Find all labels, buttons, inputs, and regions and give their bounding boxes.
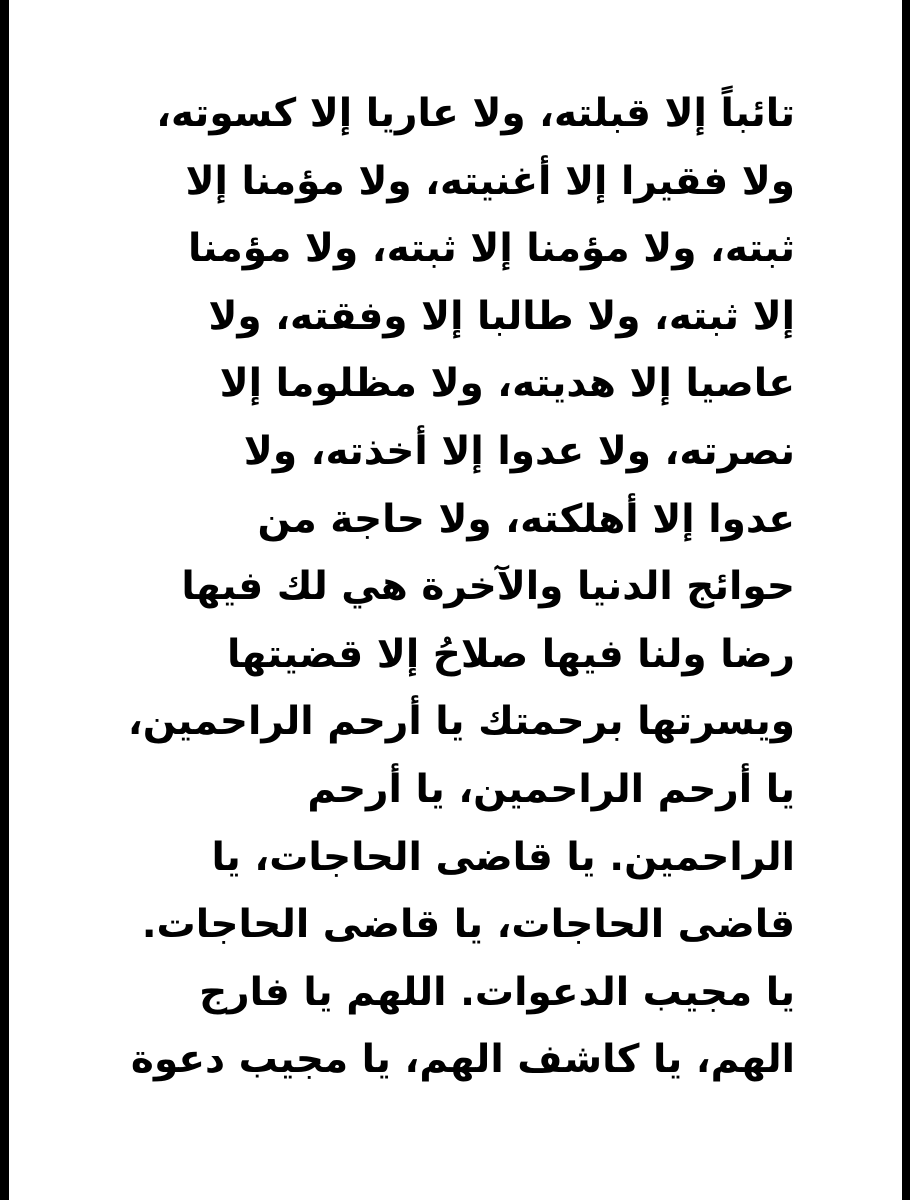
text-line: ويسرتها برحمتك يا أرحم الراحمين، bbox=[127, 699, 795, 745]
text-line: رضا ولنا فيها صلاحُ إلا قضيتها bbox=[227, 631, 795, 677]
left-edge-border bbox=[0, 0, 9, 1200]
text-line: نصرته، ولا عدوا إلا أخذته، ولا bbox=[243, 428, 795, 474]
text-line: الراحمين. يا قاضى الحاجات، يا bbox=[211, 834, 795, 880]
text-line: ثبته، ولا مؤمنا إلا ثبته، ولا مؤمنا bbox=[188, 226, 795, 272]
document-page bbox=[9, 0, 902, 1200]
text-line: عاصيا إلا هديته، ولا مظلوما إلا bbox=[219, 361, 795, 407]
document-text bbox=[105, 80, 795, 1094]
text-line: تائباً إلا قبلته، ولا عاريا إلا كسوته، bbox=[156, 91, 795, 136]
text-line: إلا ثبته، ولا طالبا إلا وفقته، ولا bbox=[208, 293, 795, 339]
text-line: قاضى الحاجات، يا قاضى الحاجات. bbox=[141, 902, 795, 948]
text-line: عدوا إلا أهلكته، ولا حاجة من bbox=[257, 496, 795, 542]
text-line: الهم، يا كاشف الهم، يا مجيب دعوة bbox=[130, 1037, 795, 1083]
text-line: يا مجيب الدعوات. اللهم يا فارج bbox=[199, 969, 795, 1015]
text-line: ولا فقيرا إلا أغنيته، ولا مؤمنا إلا bbox=[185, 158, 795, 204]
text-line: يا أرحم الراحمين، يا أرحم bbox=[307, 766, 795, 812]
text-line: حوائج الدنيا والآخرة هي لك فيها bbox=[181, 564, 795, 610]
right-edge-border bbox=[902, 0, 910, 1200]
